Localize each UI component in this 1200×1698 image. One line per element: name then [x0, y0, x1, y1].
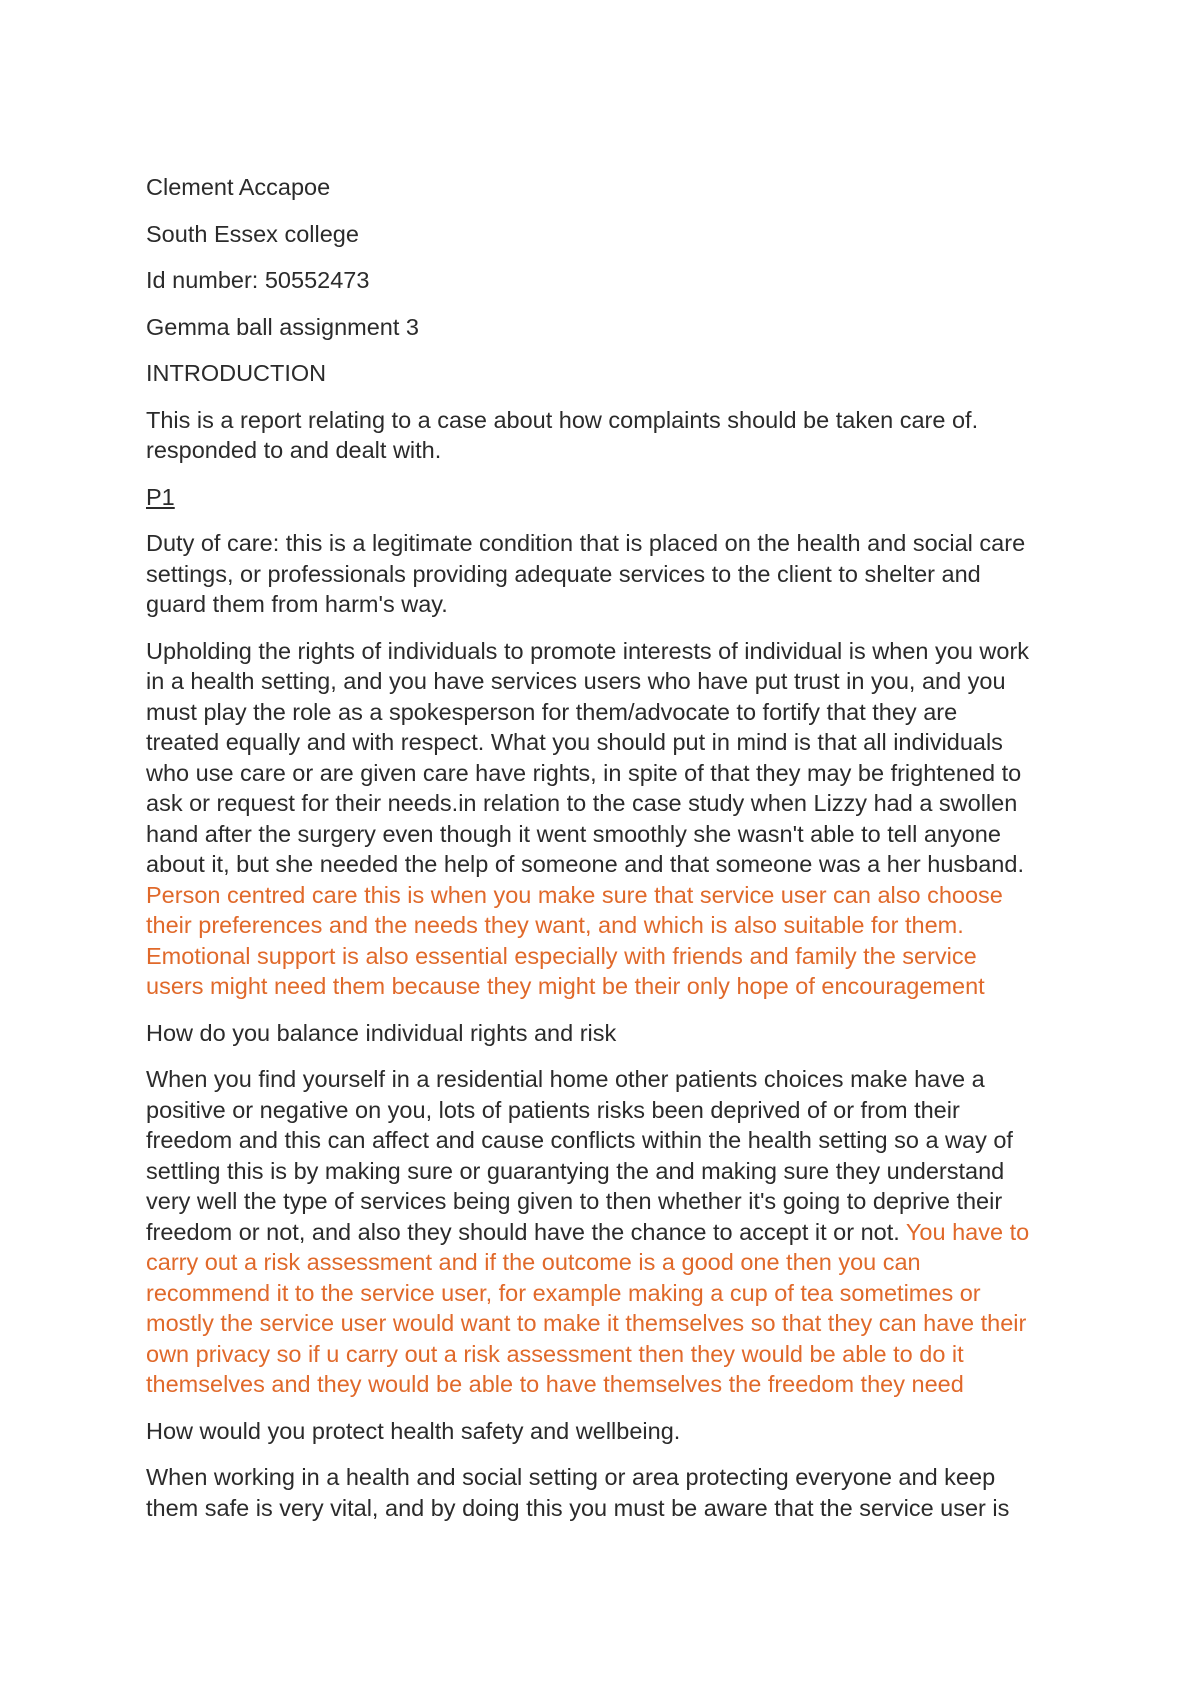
paragraph-line: Upholding the rights of individuals to promote interests of individual is when you work	[146, 637, 1030, 664]
protect-heading: How would you protect health safety and wellbeing.	[146, 1417, 681, 1444]
paragraph-line: ask or request for their needs.in relation to the case study when Lizzy had a swollen	[146, 790, 1018, 816]
paragraph-line: about it, but she needed the help of someone and that someone was a her husband.	[146, 851, 1024, 877]
highlighted-line: recommend it to the service user, for example making a cup of tea sometimes or	[146, 1279, 981, 1306]
highlighted-line: their preferences and the needs they want, and which is also suitable for them.	[146, 912, 964, 938]
paragraph-line: guard them from harm's way.	[146, 591, 448, 617]
paragraph-line-mixed	[146, 1217, 1076, 1248]
author-name: Clement Accapoe	[146, 174, 331, 200]
paragraph-line: settings, or professionals providing adequate services to the client to shelter and	[146, 560, 981, 587]
paragraph-line: them safe is very vital, and by doing this you must be aware that the service user is	[146, 1494, 1010, 1521]
paragraph-line: very well the type of services being given to then whether it's going to deprive their	[146, 1188, 1003, 1214]
paragraph-line: must play the role as a spokesperson for them/advocate to fortify that they are	[146, 698, 958, 725]
paragraph-line: hand after the surgery even though it went smoothly she wasn't able to tell anyone	[146, 820, 1001, 847]
section-label-p1: P1	[146, 483, 175, 510]
paragraph-line: who use care or are given care have rights, in spite of that they may be frightened to	[146, 759, 1022, 786]
balance-paragraph	[146, 1064, 1076, 1400]
upholding-rights-paragraph	[146, 636, 1076, 1002]
highlighted-line: mostly the service user would want to make it themselves so that they can have their	[146, 1310, 1027, 1336]
duty-of-care-paragraph	[146, 528, 1076, 620]
paragraph-line: treated equally and with respect. What you should put in mind is that all individuals	[146, 729, 1003, 755]
paragraph-line: This is a report relating to a case about how complaints should be taken care of.	[146, 406, 979, 433]
id-number: Id number: 50552473	[146, 267, 370, 293]
paragraph-line: in a health setting, and you have services users who have put trust in you, and you	[146, 668, 1006, 694]
paragraph-line: freedom and this can affect and cause conflicts within the health setting so a way of	[146, 1127, 1013, 1153]
document-body	[146, 172, 1076, 1539]
paragraph-line: When working in a health and social setting or area protecting everyone and keep	[146, 1464, 996, 1490]
normal-text: freedom or not, and also they should have the chance to accept it or not.	[146, 1218, 906, 1245]
college-name: South Essex college	[146, 220, 359, 247]
highlighted-line: Person centred care this is when you make sure that service user can also choose	[146, 881, 1003, 908]
balance-heading: How do you balance individual rights and risk	[146, 1019, 617, 1046]
highlighted-line: themselves and they would be able to have themselves the freedom they need	[146, 1371, 964, 1397]
highlighted-line: carry out a risk assessment and if the outcome is a good one then you can	[146, 1249, 921, 1275]
highlighted-line: users might need them because they might be their only hope of encouragement	[146, 973, 985, 999]
paragraph-line: positive or negative on you, lots of patients risks been deprived of or from their	[146, 1096, 960, 1123]
protect-paragraph	[146, 1462, 1076, 1523]
highlighted-line: own privacy so if u carry out a risk assessment then they would be able to do it	[146, 1340, 964, 1367]
paragraph-line: settling this is by making sure or guarantying the and making sure they understand	[146, 1157, 1005, 1184]
paragraph-line: responded to and dealt with.	[146, 437, 442, 463]
introduction-paragraph	[146, 405, 1076, 466]
assignment-title: Gemma ball assignment 3	[146, 313, 419, 340]
paragraph-line: When you find yourself in a residential home other patients choices make have a	[146, 1066, 985, 1092]
highlighted-text: You have to	[905, 1218, 1030, 1245]
highlighted-line: Emotional support is also essential especially with friends and family the service	[146, 942, 977, 969]
introduction-heading: INTRODUCTION	[146, 360, 327, 386]
paragraph-line: Duty of care: this is a legitimate condition that is placed on the health and social care	[146, 530, 1026, 556]
